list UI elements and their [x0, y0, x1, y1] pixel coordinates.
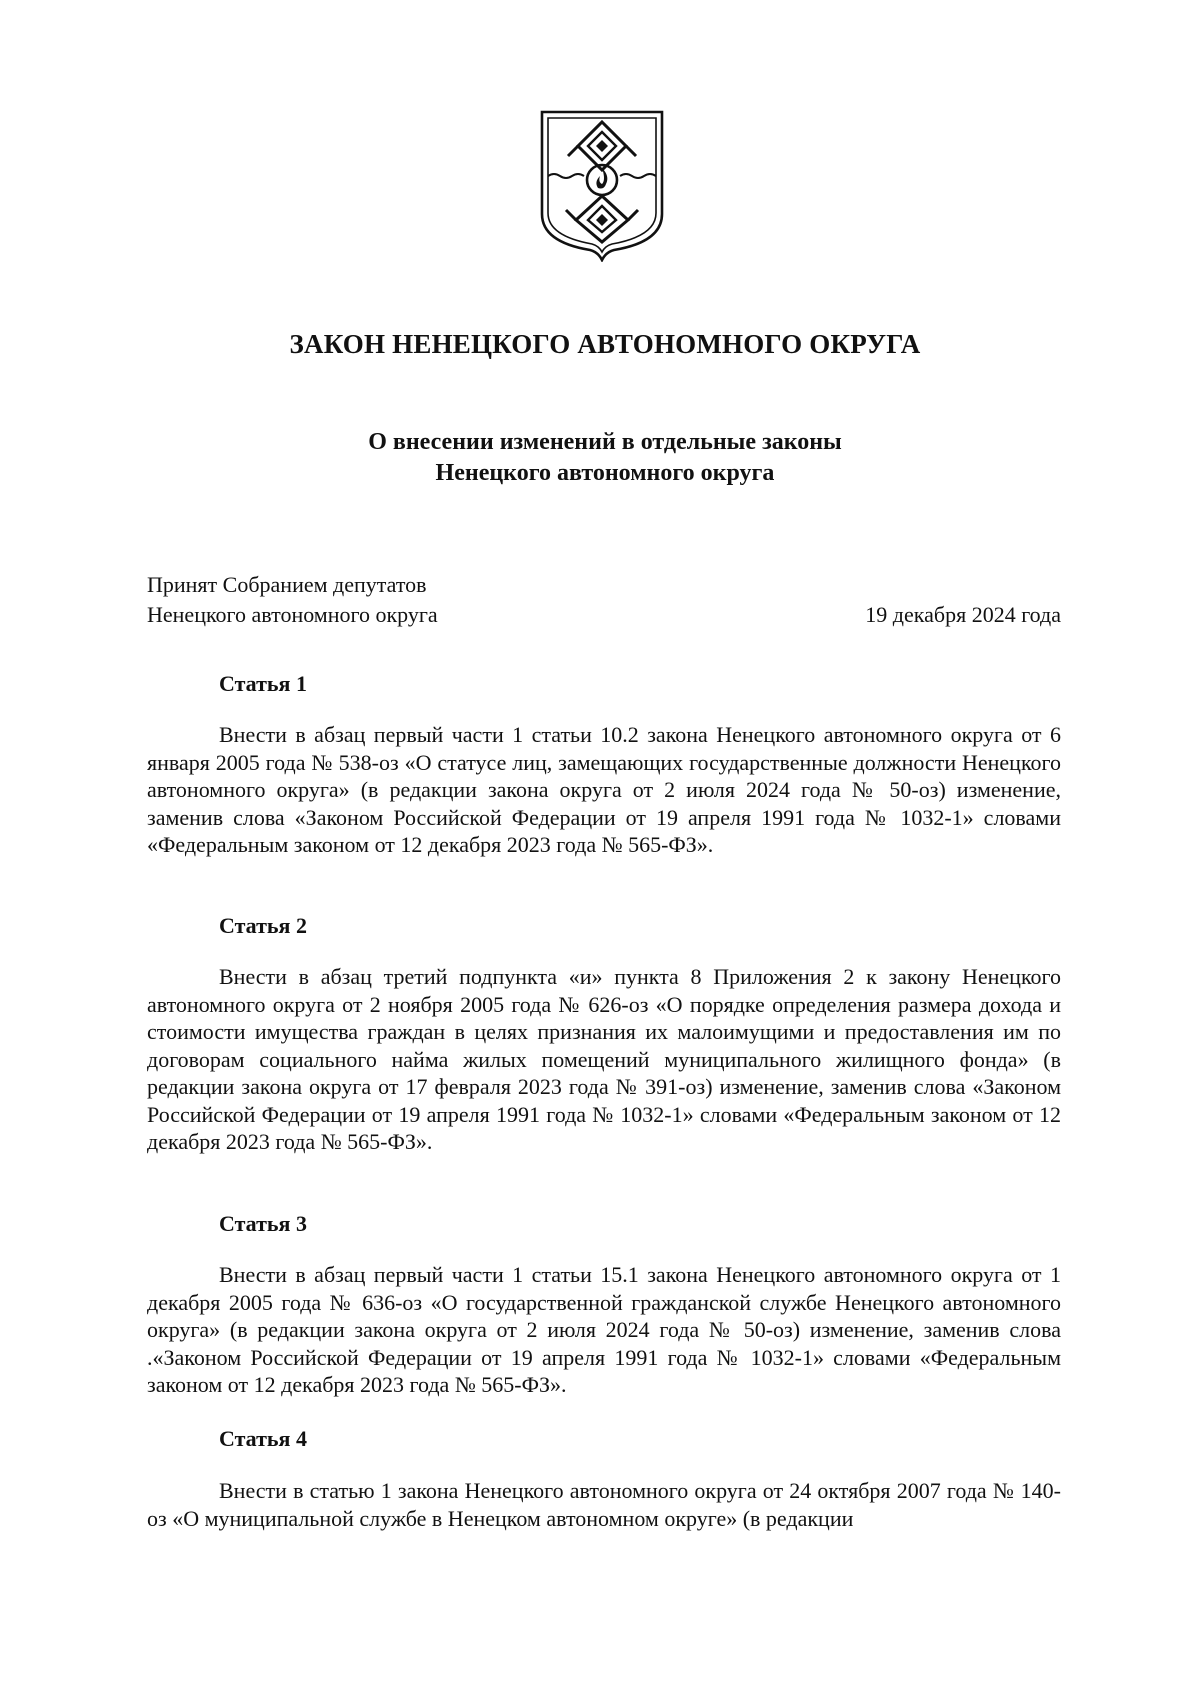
subtitle-line-1: О внесении изменений в отдельные законы [368, 429, 842, 455]
article-4-heading: Статья 4 [219, 1426, 307, 1451]
article-3-text: Внести в абзац первый части 1 статьи 15.1 закона Ненецкого автономного округа от 1 декабря 2005 года № 636-оз «О государственной гражданской службе Ненецкого автономного округа» (в редакции закона округа от 2 июля 2024 года № 50-оз) изменение, заменив слова .«Законом Российской Федерации от 19 апреля 1991 года № 1032-1» словами «Федеральным законом от 12 декабря 2023 года № 565-ФЗ». [147, 1262, 1061, 1397]
adoption-date: 19 декабря 2024 года [865, 602, 1061, 627]
adoption-note [147, 570, 438, 630]
adoption-line-2: Ненецкого автономного округа [147, 602, 438, 627]
article-1-heading: Статья 1 [219, 671, 307, 696]
article-3-heading: Статья 3 [219, 1211, 307, 1236]
article-4-text: Внести в статью 1 закона Ненецкого автономного округа от 24 октября 2007 года № 140-оз «О муниципальной службе в Ненецком автономном округе» (в редакции [147, 1478, 1061, 1531]
law-subtitle [0, 427, 1200, 489]
article-1-text: Внести в абзац первый части 1 статьи 10.2 закона Ненецкого автономного округа от 6 января 2005 года № 538-оз «О статусе лиц, замещающих государственные должности Ненецкого автономного округа» (в редакции закона округа от 2 июля 2024 года № 50-оз) изменение, заменив слова «Законом Российской Федерации от 19 апреля 1991 года № 1032-1» словами «Федеральным законом от 12 декабря 2023 года № 565-ФЗ». [147, 722, 1061, 857]
subtitle-line-2: Ненецкого автономного округа [435, 460, 775, 486]
adoption-line-1: Принят Собранием депутатов [147, 572, 427, 597]
article-2-text: Внести в абзац третий подпункта «и» пункта 8 Приложения 2 к закону Ненецкого автономного округа от 2 ноября 2005 года № 626-оз «О порядке определения размера дохода и стоимости имущества граждан в целях признания их малоимущими и предоставления им по договорам социального найма жилых помещений муниципального жилищного фонда» (в редакции закона округа от 17 февраля 2023 года № 391-оз) изменение, заменив слова «Законом Российской Федерации от 19 апреля 1991 года № 1032-1» словами «Федеральным законом от 12 декабря 2023 года № 565-ФЗ». [147, 964, 1061, 1154]
coat-of-arms-icon [540, 110, 664, 262]
law-title: ЗАКОН НЕНЕЦКОГО АВТОНОМНОГО ОКРУГА [289, 329, 921, 359]
article-2-heading: Статья 2 [219, 913, 307, 938]
